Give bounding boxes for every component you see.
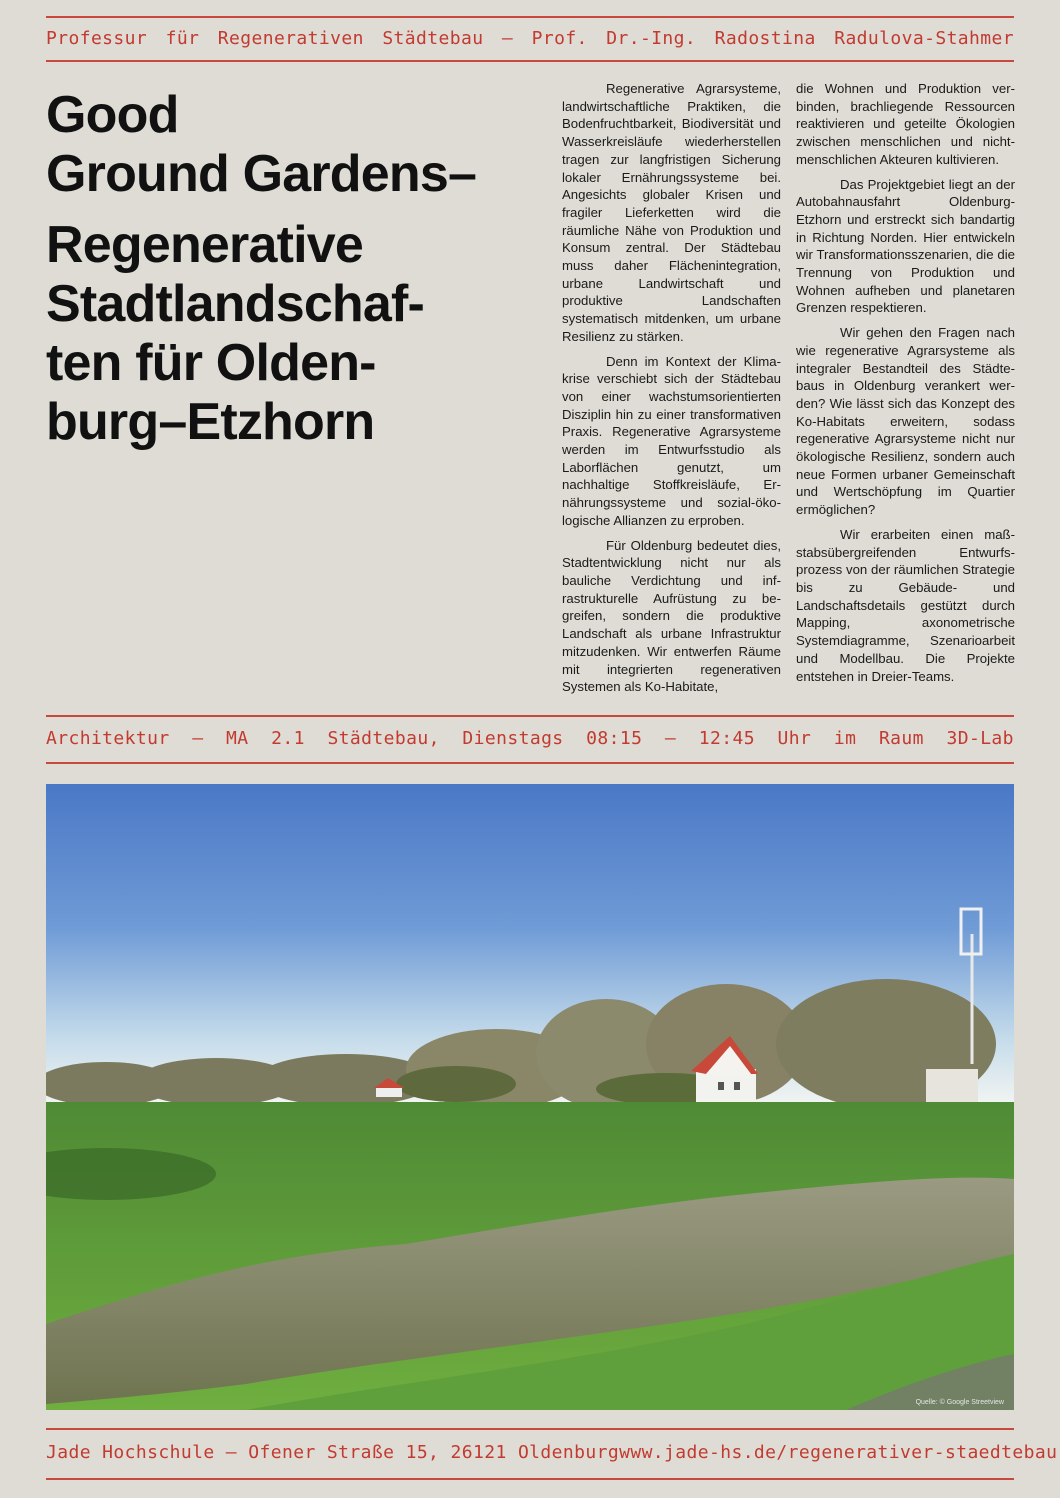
body-column-1 — [562, 80, 781, 703]
footer-rule-bottom — [46, 1478, 1014, 1480]
course-rule-top — [46, 715, 1014, 717]
footer-rule-top — [46, 1428, 1014, 1430]
course-word: Raum — [878, 728, 924, 749]
header-word: Professur — [46, 28, 148, 49]
title-line: Stadtlandschaf- — [46, 275, 425, 333]
body-column-2 — [796, 80, 1015, 692]
course-word: MA — [226, 728, 249, 749]
header-rule-top — [46, 16, 1014, 18]
poster-title — [46, 86, 546, 452]
course-word: im — [833, 728, 857, 749]
course-word: — — [664, 728, 677, 749]
photo-credit: Quelle: © Google Streetview — [915, 1399, 1004, 1406]
title-line: ten für Olden- — [46, 334, 376, 392]
body-paragraph: Das Projektgebiet liegt an der Autobahnausfahrt Oldenburg-Etzhorn und erstreckt sich bandartig in Richtung Norden. Hier entwickeln wir Transformationsszenarien, die die Trennung von Produktion und Wohnen aufheben und planetaren Grenzen respektieren. — [796, 176, 1015, 316]
landscape-illustration — [46, 784, 1014, 1410]
course-word: 2.1 — [271, 728, 305, 749]
course-rule-bottom — [46, 762, 1014, 764]
course-word: 12:45 — [698, 728, 755, 749]
course-band — [46, 728, 1014, 749]
building-right — [926, 1069, 978, 1107]
course-word: Dienstags — [462, 728, 564, 749]
body-paragraph: die Wohnen und Produktion verbinden, brachliegende Ressourcen reaktivieren und geteilte Ökologien zwischen menschlichen und nicht-menschlichen Akteuren kultivieren. — [796, 81, 1015, 167]
footer-band — [46, 1442, 1058, 1463]
header-word: Radulova-Stahmer — [834, 28, 1014, 49]
course-word: 3D-Lab — [946, 728, 1014, 749]
header-band — [46, 28, 1014, 49]
header-word: Radostina — [714, 28, 816, 49]
site-photo — [46, 784, 1014, 1410]
course-word: 08:15 — [586, 728, 643, 749]
title-line: burg–Etzhorn — [46, 393, 375, 451]
title-line: Good — [46, 86, 179, 144]
header-word: Prof. — [531, 28, 588, 49]
title-line: Regenerative — [46, 216, 363, 274]
body-paragraph: Denn im Kontext der Klimakrise verschiebt sich der Städtebau von einer wachstumsorientierten Disziplin hin zu einer transformativen Praxis. Regenerative Agrarsysteme werden im Entwurfsstudio als Laborflächen genutzt, um nachhaltige Stoffkreisläufe, Ernährungssysteme und sozial-ökologische Allianzen zu erproben. — [562, 353, 781, 528]
body-paragraph: Regenerative Agrarsysteme, landwirtschaftliche Praktiken, die Bodenfruchtbarkeit, Biodiversität und Wasserkreisläufe wiederherstellen tragen zur langfristigen Sicherung lokaler Ernährungssysteme bei. Angesichts globaler Krisen und fragiler Lieferketten wird die räumliche Nähe von Produktion und Konsum zentral. Der Städtebau muss daher Flächenintegration, urbane Landwirtschaft und produktive Landschaften systematisch mitdenken, um urbane Resilienz zu stärken. — [562, 81, 781, 344]
footer-address: Jade Hochschule — Ofener Straße 15, 26121 Oldenburg — [46, 1442, 620, 1463]
header-word: Regenerativen — [217, 28, 364, 49]
body-paragraph: Für Oldenburg bedeutet dies, Stadtentwicklung nicht nur als bauliche Verdichtung und infrastrukturelle Aufrüstung zu begreifen, sondern die produktive Landschaft als urbane Infrastruktur mitzudenken. Wir entwerfen Räume mit integrierten regenerativen Systemen als Ko-Habitate, — [562, 537, 781, 695]
body-paragraph: Wir gehen den Fragen nach wie regenerative Agrarsysteme als integraler Bestandteil des Städtebaus in Oldenburg verankert werden? Wie lässt sich das Konzept des Ko-Habitats erweitern, sodass regenerative Agrarsysteme nicht nur ökologische Resilienz, sondern auch neue Formen urbaner Gemeinschaft und Wertschöpfung im Quartier ermöglichen? — [796, 325, 1015, 518]
body-paragraph: Wir erarbeiten einen maßstabsübergreifenden Entwurfsprozess von der räumlichen Strategie bis zu Gebäude- und Landschaftsdetails gestützt durch Mapping, axonometrische Systemdiagramme, Szenarioarbeit und Modellbau. Die Projekte entstehen in Dreier-Teams. — [796, 526, 1015, 684]
course-word: Städtebau, — [327, 728, 440, 749]
footer-url[interactable]: www.jade-hs.de/regenerativer-staedtebau — [619, 1442, 1058, 1463]
title-line: Ground Gardens– — [46, 145, 477, 203]
title-block-1 — [46, 86, 546, 204]
header-word: Städtebau — [382, 28, 484, 49]
course-word: Uhr — [777, 728, 812, 749]
title-block-2 — [46, 216, 546, 452]
header-word: Dr.-Ing. — [606, 28, 697, 49]
course-word: Architektur — [46, 728, 170, 749]
header-word: — — [501, 28, 514, 49]
header-rule-bottom — [46, 60, 1014, 62]
header-word: für — [165, 28, 200, 49]
course-word: — — [192, 728, 204, 749]
